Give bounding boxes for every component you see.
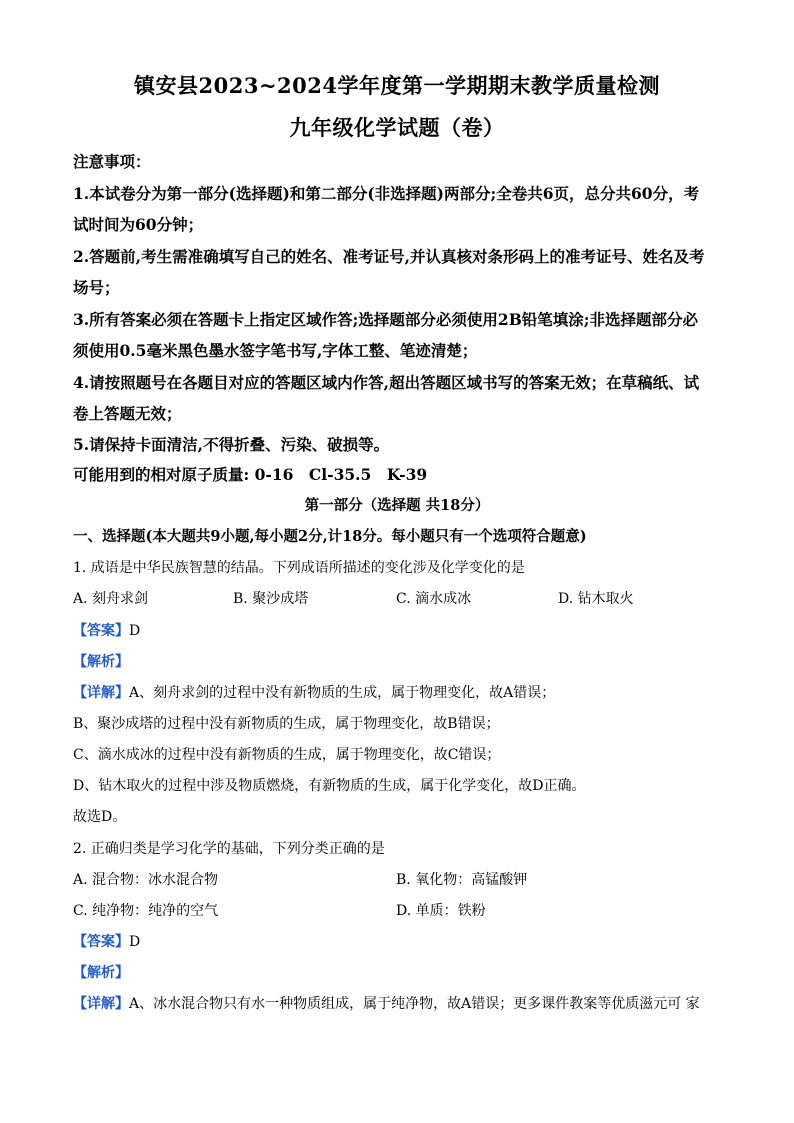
analysis-tag: 【解析】: [73, 965, 129, 981]
detail-line: D、钻木取火的过程中涉及物质燃烧，有新物质的生成，属于化学变化，故D正确。: [73, 778, 586, 794]
detail-line: B、聚沙成塔的过程中没有新物质的生成，属于物理变化，故B错误；: [73, 716, 500, 732]
option-b: B. 聚沙成塔: [233, 591, 309, 607]
detail-line: C、滴水成冰的过程中没有新物质的生成，属于物理变化，故C错误；: [73, 747, 501, 763]
answer-row: [73, 620, 140, 640]
notice-line: 2.答题前,考生需准确填写自己的姓名、准考证号,并认真核对条形码上的准考证号、姓名及考: [73, 247, 705, 266]
notice-line: 试时间为60分钟；: [73, 215, 204, 234]
option-c: C. 纯净物：纯净的空气: [73, 903, 219, 919]
page-title: 镇安县2023~2024学年度第一学期期末教学质量检测: [134, 73, 660, 98]
page-subtitle: 九年级化学试题（卷）: [289, 115, 505, 140]
analysis-tag: 【解析】: [73, 654, 129, 670]
notice-line: 5.请保持卡面清洁,不得折叠、污染、破损等。: [73, 435, 390, 454]
detail-tag: 【详解】: [73, 685, 129, 701]
part1-title: 第一部分（选择题 共18分）: [304, 497, 490, 514]
notice-heading: 注意事项：: [73, 152, 151, 171]
question-stem: 1. 成语是中华民族智慧的结晶。下列成语所描述的变化涉及化学变化的是: [73, 560, 525, 576]
question-stem: 2. 正确归类是学习化学的基础，下列分类正确的是: [73, 841, 385, 857]
notice-line: 须使用0.5毫米黑色墨水签字笔书写,字体工整、笔迹清楚；: [73, 341, 478, 360]
answer-row: [73, 931, 140, 951]
detail-line: 故选D。: [73, 809, 127, 825]
analysis-row: [73, 651, 129, 671]
option-a: A. 混合物：冰水混合物: [73, 872, 219, 888]
analysis-row: [73, 962, 129, 982]
notice-line: 4.请按照题号在各题目对应的答题区域内作答,超出答题区域书写的答案无效；在草稿纸、试: [73, 373, 700, 392]
notice-line: 1.本试卷分为第一部分(选择题)和第二部分(非选择题)两部分;全卷共6页，总分共60分，考: [73, 184, 700, 203]
answer-tag: 【答案】: [73, 934, 129, 950]
option-b: B. 氧化物：高锰酸钾: [396, 872, 528, 888]
option-a: A. 刻舟求剑: [73, 591, 149, 607]
notice-line: 3.所有答案必须在答题卡上指定区域作答;选择题部分必须使用2B铅笔填涂;非选择题部分必: [73, 310, 699, 329]
answer-value: D: [129, 623, 141, 639]
detail-line: A、冰水混合物只有水一种物质组成，属于纯净物，故A错误；更多课件教案等优质滋元可 家: [129, 996, 700, 1012]
answer-value: D: [129, 934, 141, 950]
notice-line: 卷上答题无效；: [73, 404, 182, 423]
detail-row: [73, 993, 700, 1013]
answer-tag: 【答案】: [73, 623, 129, 639]
atomic-mass-info: 可能用到的相对原子质量: 0-16 Cl-35.5 K-39: [73, 465, 428, 484]
option-d: D. 钻木取火: [558, 591, 634, 607]
option-c: C. 滴水成冰: [396, 591, 472, 607]
detail-line: A、刻舟求剑的过程中没有新物质的生成，属于物理变化，故A错误；: [129, 685, 556, 701]
option-d: D. 单质：铁粉: [396, 903, 486, 919]
notice-line: 场号；: [73, 278, 120, 297]
detail-tag: 【详解】: [73, 996, 129, 1012]
detail-row: [73, 682, 555, 702]
section1-title: 一、选择题(本大题共9小题,每小题2分,计18分。每小题只有一个选项符合题意): [73, 528, 587, 545]
